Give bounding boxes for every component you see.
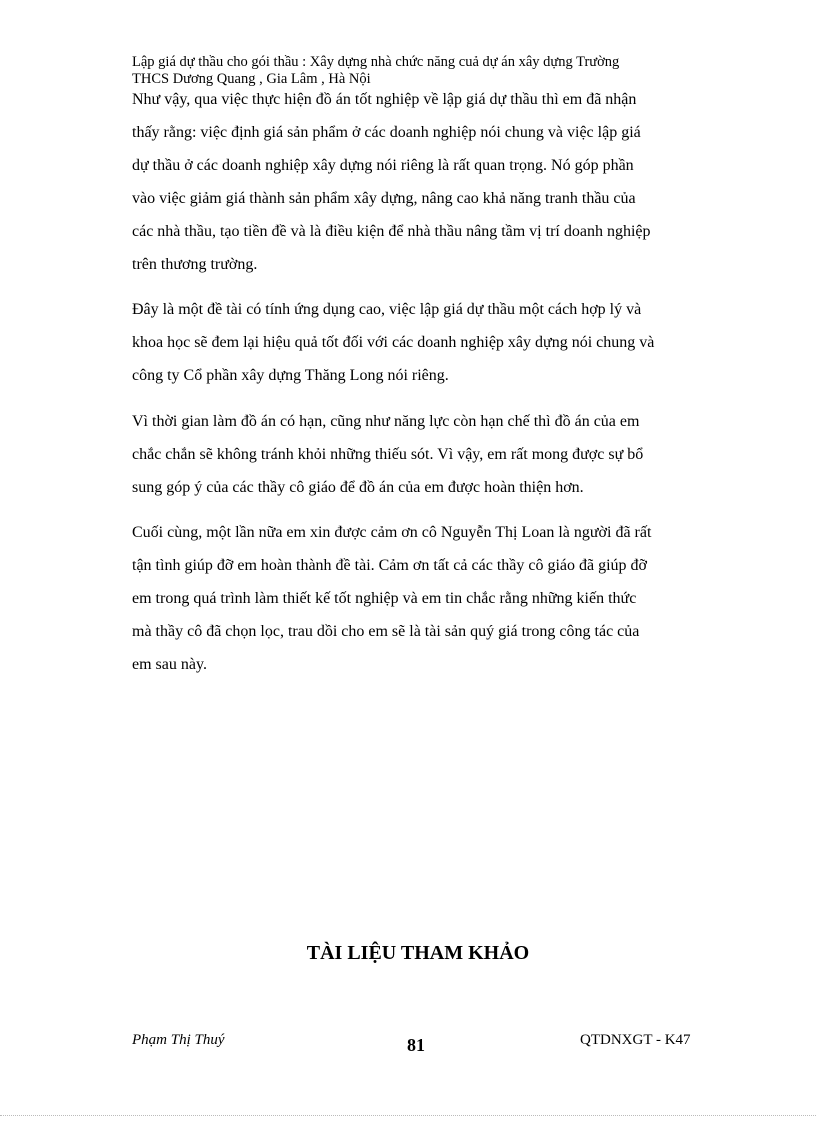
text-line: Như vậy, qua việc thực hiện đồ án tốt nghiệp về lập giá dự thầu thì em đã nhận xyxy=(132,91,637,108)
text-line: chắc chắn sẽ không tránh khỏi những thiếu sót. Vì vậy, em rất mong được sự bổ xyxy=(132,446,644,463)
footer-class-code: QTDNXGT - K47 xyxy=(580,1032,691,1048)
text-line: mà thầy cô đã chọn lọc, trau dồi cho em sẽ là tài sản quý giá trong công tác của xyxy=(132,623,640,640)
section-title: TÀI LIỆU THAM KHẢO xyxy=(306,942,530,964)
paragraph-limitations xyxy=(132,405,643,504)
page-boundary-divider xyxy=(0,1115,816,1116)
text-line: em sau này. xyxy=(132,656,207,673)
text-line: Vì thời gian làm đồ án có hạn, cũng như năng lực còn hạn chế thì đồ án của em xyxy=(132,413,640,430)
text-line: vào việc giảm giá thành sản phẩm xây dựng, nâng cao khả năng tranh thầu của xyxy=(132,190,636,207)
footer-author: Phạm Thị Thuý xyxy=(132,1032,225,1048)
text-line: Cuối cùng, một lần nữa em xin được cảm ơn cô Nguyễn Thị Loan là người đã rất xyxy=(132,524,652,541)
paragraph-acknowledgement xyxy=(132,516,651,681)
page-number: 81 xyxy=(407,1035,425,1055)
text-line: công ty Cổ phần xây dựng Thăng Long nói riêng. xyxy=(132,367,449,384)
header-line: Lập giá dự thầu cho gói thầu : Xây dựng nhà chức năng cuả dự án xây dựng Trường xyxy=(132,54,620,70)
text-line: tận tình giúp đỡ em hoàn thành đề tài. Cảm ơn tất cả các thầy cô giáo đã giúp đỡ xyxy=(132,557,648,574)
text-line: các nhà thầu, tạo tiền đề và là điều kiện để nhà thầu nâng tầm vị trí doanh nghiệp xyxy=(132,223,651,240)
text-line: thấy rằng: việc định giá sản phẩm ở các doanh nghiệp nói chung và việc lập giá xyxy=(132,124,641,141)
text-line: trên thương trường. xyxy=(132,256,258,273)
text-line: Đây là một đề tài có tính ứng dụng cao, việc lập giá dự thầu một cách hợp lý và xyxy=(132,301,642,318)
text-line: khoa học sẽ đem lại hiệu quả tốt đối với các doanh nghiệp xây dựng nói chung và xyxy=(132,334,655,351)
text-line: em trong quá trình làm thiết kế tốt nghiệp và em tin chắc rằng những kiến thức xyxy=(132,590,637,607)
paragraph-conclusion xyxy=(132,83,651,281)
paragraph-significance xyxy=(132,293,654,392)
text-line: sung góp ý của các thầy cô giáo để đồ án của em được hoàn thiện hơn. xyxy=(132,479,584,496)
text-line: dự thầu ở các doanh nghiệp xây dựng nói riêng là rất quan trọng. Nó góp phần xyxy=(132,157,634,174)
header-line: THCS Dương Quang , Gia Lâm , Hà Nội xyxy=(132,71,371,87)
